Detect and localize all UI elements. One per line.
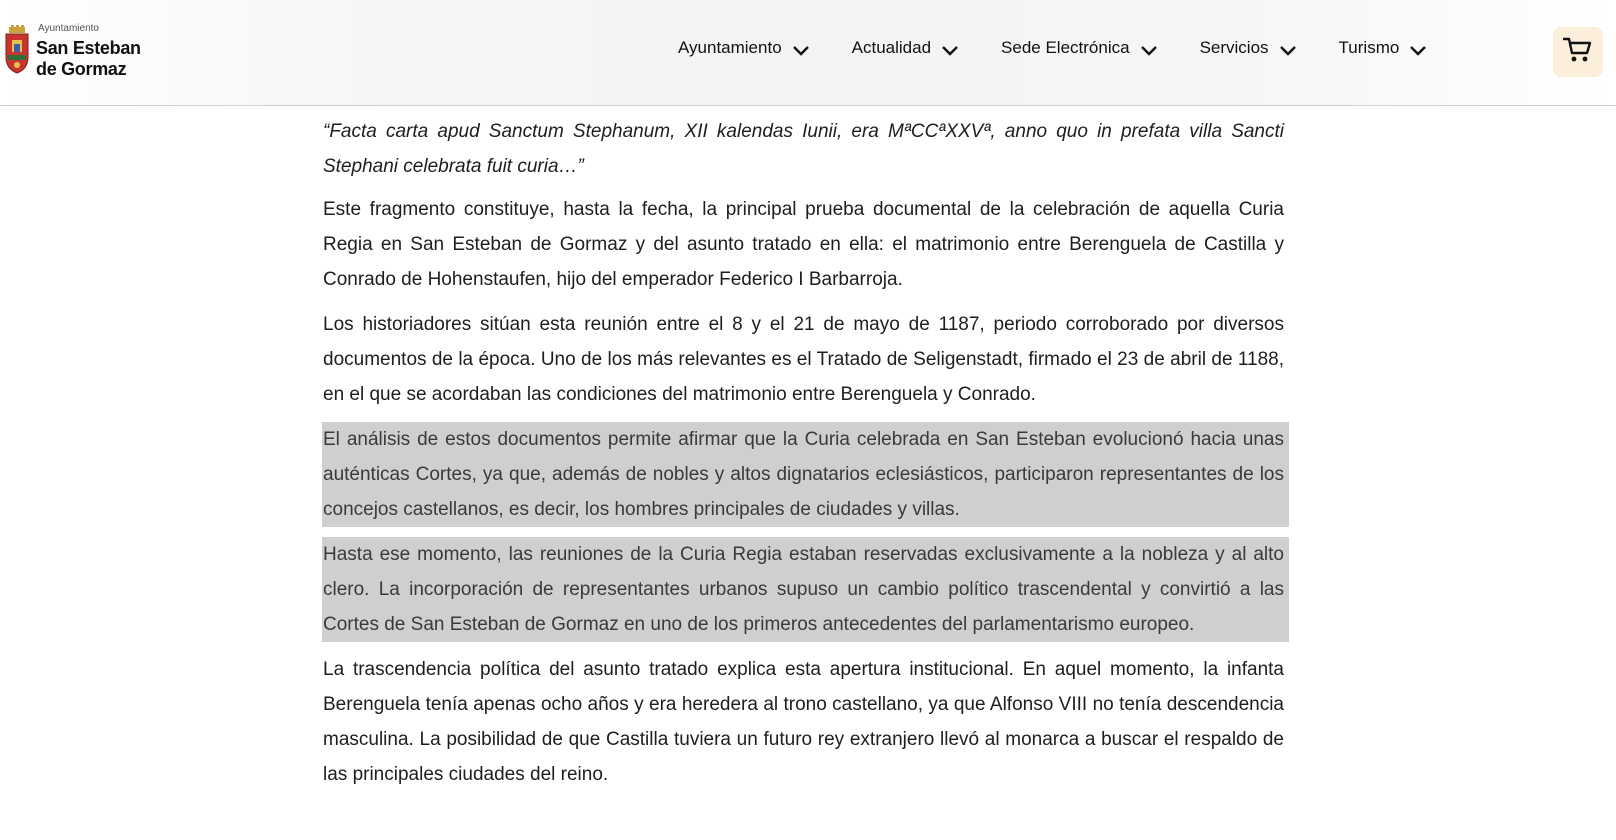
logo-title-line-1: San Esteban <box>36 38 141 58</box>
nav-item-ayuntamiento[interactable] <box>678 38 810 58</box>
chevron-down-icon <box>1279 42 1297 54</box>
cart-button[interactable] <box>1553 27 1603 77</box>
nav-item-label: Actualidad <box>851 38 932 57</box>
nav-item-actualidad[interactable] <box>852 38 959 58</box>
nav-item-label: Ayuntamiento <box>678 38 782 57</box>
nav-item-label: Sede Electrónica <box>1001 38 1130 57</box>
coat-of-arms-icon <box>4 25 30 80</box>
logo-subtitle: Ayuntamiento <box>38 23 99 34</box>
chevron-down-icon <box>941 42 959 54</box>
article-body <box>323 114 1284 802</box>
site-header <box>0 0 1616 106</box>
chevron-down-icon <box>1140 42 1158 54</box>
nav-item-sede-electronica[interactable] <box>1001 38 1158 58</box>
nav-item-servicios[interactable] <box>1200 38 1297 58</box>
chevron-down-icon <box>792 42 810 54</box>
paragraph-1: Este fragmento constituye, hasta la fecha, la principal prueba documental de la celebración de aquella Curia Regia en San Esteban de Gormaz y del asunto tratado en ella: el matrimonio entre Berenguela de Castilla y Conrado de Hohenstaufen, hijo del emperador Federico I Barbarroja. <box>323 199 1284 290</box>
quote-paragraph: “Facta carta apud Sanctum Stephanum, XII kalendas Iunii, era MªCCªXXVª, anno quo in prefata villa Sancti Stephani celebrata fuit curia…” <box>323 121 1284 177</box>
paragraph-5: La trascendencia política del asunto tratado explica esta apertura institucional. En aquel momento, la infanta Berenguela tenía apenas ocho años y era heredera al trono castellano, ya que Alfonso VIII no tenía descendencia masculina. La posibilidad de que Castilla tuviera un futuro rey extranjero llevó al monarca a buscar el respaldo de las principales ciudades del reino. <box>323 659 1284 785</box>
cart-icon <box>1563 36 1593 69</box>
nav-item-label: Turismo <box>1338 38 1400 57</box>
main-nav <box>678 38 1469 58</box>
nav-item-label: Servicios <box>1199 38 1269 57</box>
logo-title-line-2: de Gormaz <box>36 59 127 79</box>
paragraph-4-selected: Hasta ese momento, las reuniones de la Curia Regia estaban reservadas exclusivamente a la nobleza y al alto clero. La incorporación de representantes urbanos supuso un cambio político trascendental y convirtió a las Cortes de San Esteban de Gormaz en uno de los primeros antecedentes del parlamentarismo europeo. <box>322 537 1289 642</box>
chevron-down-icon <box>1409 42 1427 54</box>
site-logo[interactable] <box>4 24 141 80</box>
nav-item-turismo[interactable] <box>1339 38 1428 58</box>
paragraph-2: Los historiadores sitúan esta reunión entre el 8 y el 21 de mayo de 1187, periodo corroborado por diversos documentos de la época. Uno de los más relevantes es el Tratado de Seligenstadt, firmado el 23 de abril de 1188, en el que se acordaban las condiciones del matrimonio entre Berenguela y Conrado. <box>323 314 1284 405</box>
paragraph-3-selected: El análisis de estos documentos permite afirmar que la Curia celebrada en San Esteban evolucionó hacia unas auténticas Cortes, ya que, además de nobles y altos dignatarios eclesiásticos, participaron representantes de los concejos castellanos, es decir, los hombres principales de ciudades y villas. <box>322 422 1289 527</box>
